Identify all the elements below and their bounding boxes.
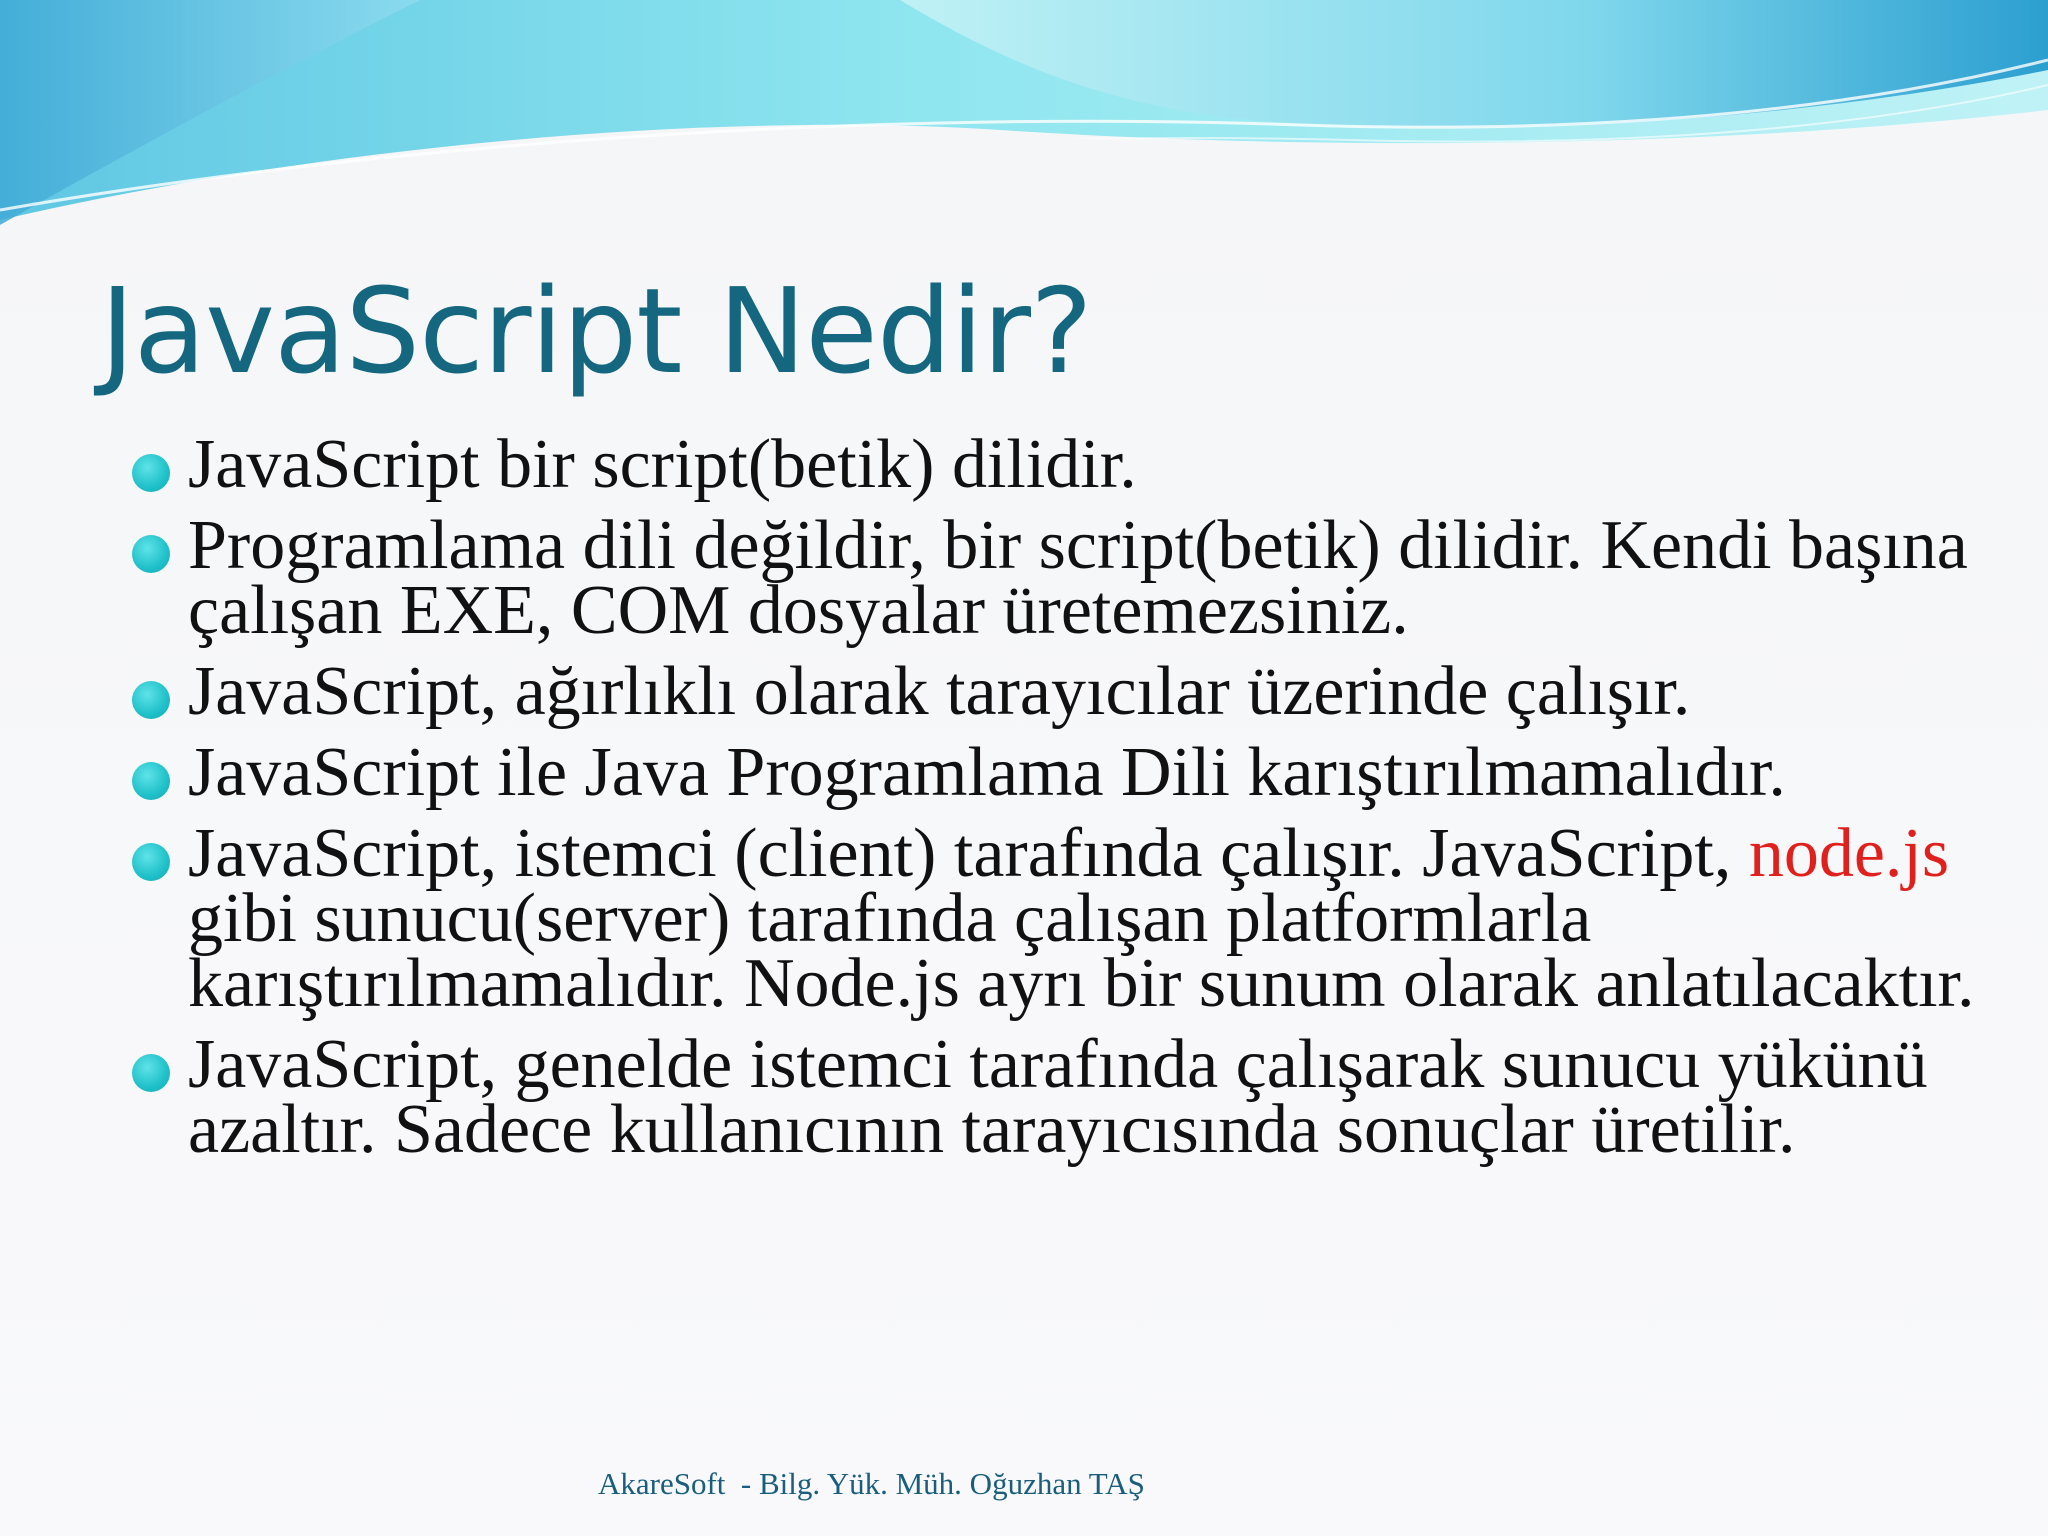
bullet-dot-icon (132, 843, 170, 881)
slide-title: JavaScript Nedir? (100, 262, 1092, 400)
bullet-item (128, 734, 1978, 811)
bullet-dot-icon (132, 535, 170, 573)
bullet-dot-icon (132, 762, 170, 800)
bullet-dot-icon (132, 1054, 170, 1092)
nodejs-highlight: node.js (1748, 815, 1950, 892)
bullet-dot-icon (132, 454, 170, 492)
bullet-text: JavaScript, ağırlıklı olarak tarayıcılar üzerinde çalışır. (188, 653, 1691, 730)
bullet-text: Programlama dili değildir, bir script(betik) dilidir. Kendi başına çalışan EXE, COM dosyalar üretemezsiniz. (188, 507, 1968, 649)
bullet-item (128, 426, 1978, 503)
bullet-text: JavaScript, genelde istemci tarafında çalışarak sunucu yükünü azaltır. Sadece kullanıcının tarayıcısında sonuçlar üretilir. (188, 1026, 1928, 1168)
bullet-item (128, 815, 1978, 1022)
bullet-item (128, 507, 1978, 649)
bullet-text (188, 815, 1978, 1022)
slide-footer: AkareSoft - Bilg. Yük. Müh. Oğuzhan TAŞ (598, 1466, 1145, 1501)
bullet-item (128, 1026, 1978, 1168)
bullet-dot-icon (132, 681, 170, 719)
bullet-item (128, 653, 1978, 730)
bullet-list (128, 426, 1978, 1178)
bullet-text: JavaScript ile Java Programlama Dili karıştırılmamalıdır. (188, 734, 1786, 811)
bullet-text-part: gibi sunucu(server) tarafında çalışan platformlarla karıştırılmamalıdır. Node.js ayrı bir sunum olarak anlatılacaktır. (188, 880, 1975, 1022)
bullet-text: JavaScript bir script(betik) dilidir. (188, 426, 1137, 503)
header-wave-decoration (0, 0, 2048, 240)
bullet-text-part: JavaScript, istemci (client) tarafında çalışır. JavaScript, (188, 815, 1749, 892)
